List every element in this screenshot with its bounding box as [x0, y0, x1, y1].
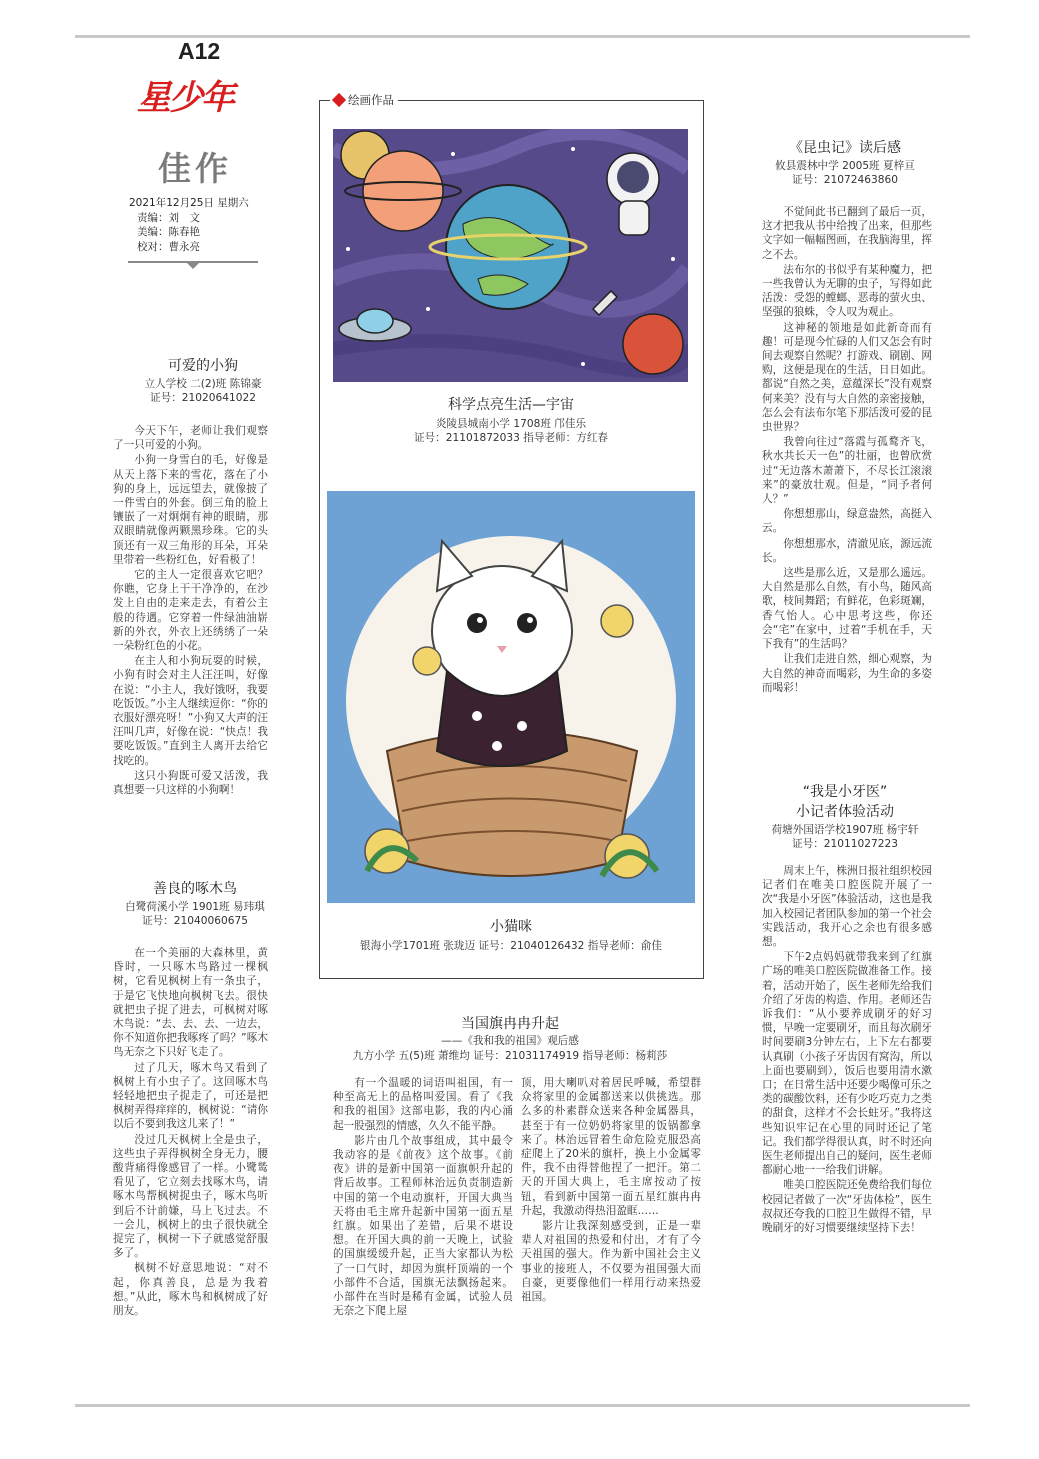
painting1-cert: 证号：21101872033 指导老师：方红春: [413, 432, 609, 444]
article-cert: 证号：21072463860: [792, 174, 898, 186]
painting-space-image: [333, 129, 688, 382]
article-byline: 九方小学 五(5)班 萧维均 证号：21031174919 指导老师：杨莉莎: [352, 1050, 668, 1062]
article-dog: [108, 355, 298, 405]
paragraph: 我曾向往过“落霞与孤鹜齐飞，秋水共长天一色”的壮丽，也曾欣赏过“无边落木萧萧下，不尽长江滚滚来”的豪放壮观。但是，“同予者何人？”: [762, 436, 932, 506]
editor: 责编：刘 文: [137, 211, 200, 224]
painting-space-svg: [333, 129, 688, 382]
painting1-title: 科学点亮生活—宇宙: [448, 397, 574, 413]
article-dentist: [745, 781, 945, 851]
paragraph: 顶，用大喇叭对着居民呼喊，希望群众将家里的金属都送来以供挑选。那么多的朴素群众送来各种金属器具，甚至于有一位奶奶将家里的饭锅都拿来了。林治远冒着生命危险克服恐高症爬上了20米的旗杆，换上小金属零件，我不由得替他捏了一把汗。第二天的开国大典上，毛主席按动了按钮，看到新中国第一面五星红旗冉冉升起，我激动得热泪盈眶……: [521, 1077, 701, 1217]
painting1-caption: [320, 394, 702, 445]
paragraph: 让我们走进自然，细心观察，为大自然的神奇而喝彩，为生命的多姿而喝彩！: [762, 653, 932, 694]
brand-logo: [137, 70, 233, 119]
article-cert: 证号：21040060675: [142, 915, 248, 927]
paragraph: 不觉间此书已翻到了最后一页，这才把我从书中给拽了出来，但那些文字如一幅幅图画，在我脑海里，挥之不去。: [762, 206, 932, 261]
painting-cat-svg: [327, 491, 695, 903]
art-editor: 美编：陈春艳: [137, 226, 200, 238]
paragraph: 在一个美丽的大森林里，黄昏时，一只啄木鸟路过一棵枫树，它看见枫树上有一条虫子，于是它飞快地向枫树飞去。很快就把虫子捉了进去，可枫树对啄木鸟说：“去、去、去、一边去，你不知道你把我啄疼了吗？”啄木鸟无奈之下只好飞走了。: [113, 947, 268, 1059]
paragraph: 它的主人一定很喜欢它吧？你瞧，它身上干干净净的，在沙发上自由的走来走去，有着公主般的待遇。它穿着一件绿油油崭新的外衣，外衣上还绣绣了一朵一朵粉红色的小花。: [113, 569, 268, 653]
bottom-rule: [75, 1404, 970, 1407]
paragraph: 今天下午，老师让我们观察了一只可爱的小狗。: [113, 425, 268, 452]
article-title: 当国旗冉冉升起: [461, 1016, 559, 1032]
proofreader: 校对：曹永亮: [137, 240, 200, 253]
article-cert: 证号：21011027223: [792, 838, 898, 850]
paragraph: 没过几天枫树上全是虫子，这些虫子弄得枫树全身无力，腰酸背痛得像感冒了一样。小鹭鸶看见了，它立刻去找啄木鸟，请啄木鸟帮枫树捉虫子，啄木鸟听到后不计前嫌，马上飞过去。不一会儿，枫树上的虫子很快就全捉完了，枫树一下子就感觉舒服多了。: [113, 1133, 268, 1260]
paragraph: 这只小狗既可爱又活泼，我真想要一只这样的小狗啊！: [113, 769, 268, 797]
paragraph: 影片让我深刻感受到，正是一辈辈人对祖国的热爱和付出，才有了今天祖国的强大。作为新中国社会主义事业的接班人，不仅要为祖国强大而自豪，更要像他们一样用行动来热爱祖国。: [521, 1220, 701, 1304]
painting2-author: 银海小学1701班 张珑迈 证号：21040126432 指导老师：俞佳: [360, 940, 662, 952]
article-flag-header: [319, 1013, 701, 1063]
article-insect-body: [762, 205, 932, 696]
paragraph: 小狗一身雪白的毛，好像是从天上落下来的雪花，落在了小狗的身上，远远望去，就像披了一件雪白的外套。倒三角的脸上镶嵌了一对炯炯有神的眼睛，那双眼睛就像两颗黑珍珠。它的头顶还有一双三角形的耳朵，耳朵里带着一些粉红色，好看极了！: [113, 454, 268, 566]
paragraph: 这些是那么近，又是那么遥远。大自然是那么自然，有小鸟，随风高歌，枝间舞蹈；有鲜花，色彩斑斓，香气怡人。心中思考这些，你还会“宅”在家中，过着“手机在手，天下我有”的生活吗？: [762, 567, 932, 651]
paragraph: 在主人和小狗玩耍的时候，小狗有时会对主人汪汪叫，好像在说：“小主人，我好饿呀，我要吃饭饭。”小主人继续逗你：“你的衣服好漂亮呀！”小狗又大声的汪汪叫几声，好像在说：“快点！我要吃饭饭。”直到主人离开去给它找吃的。: [113, 655, 268, 767]
brand-logo-text: 星少年: [137, 78, 233, 118]
article-dog-body: [113, 424, 268, 798]
page-number: A12: [178, 38, 221, 64]
paragraph: 你想想那水，清澈见底，源远流长。: [762, 537, 932, 564]
masthead-divider-arrow: [185, 261, 201, 269]
paragraph: 过了几天，啄木鸟又看到了枫树上有小虫子了。这回啄木鸟轻轻地把虫子捉走了，可还是把枫树弄得痒痒的，枫树说：“请你以后不要到我这儿来了！”: [113, 1061, 268, 1131]
article-author: 立人学校 二(2)班 陈锦豪: [144, 378, 262, 390]
article-title-line2: 小记者体验活动: [796, 804, 894, 820]
painting1-author: 炎陵县城南小学 1708班 邝佳乐: [435, 418, 587, 430]
article-author: 荷塘外国语学校1907班 杨宇轩: [771, 824, 919, 836]
article-flag-col2: [521, 1076, 701, 1305]
paragraph: 周末上午，株洲日报社组织校园记者们在唯美口腔医院开展了一次“我是小牙医”体验活动，这也是我加入校园记者团队参加的第一个社会实践活动，我开心之余也有很多感想。: [762, 865, 932, 949]
article-subtitle: ——《我和我的祖国》观后感: [441, 1035, 579, 1047]
paragraph: 下午2点妈妈就带我来到了红旗广场的唯美口腔医院做准备工作。接着，活动开始了，医生老师先给我们介绍了牙齿的构造、作用。老师还告诉我们：“从小要养成刷牙的好习惯，早晚一定要刷牙，而且每次刷牙时间要刷3分钟左右，上下左右都要认真刷（小孩子牙齿因有窝沟，所以上面也要刷到），饭后也要用清水漱口；在日常生活中还要少喝像可乐之类的碳酸饮料，还有少吃巧克力之类的甜食，这样才不会长蛀牙。”我将这些知识牢记在心里的同时还记了笔记。我们都学得很认真，时不时还向医生老师提出自己的疑问，医生老师都耐心地一一给我们讲解。: [762, 951, 932, 1177]
article-bird: [95, 878, 295, 928]
paragraph: 这神秘的领地是如此新奇而有趣！可是现今忙碌的人们又怎会有时间去观察自然呢？打游戏、刷剧、网购，这便是现在的生活，日日如此。都说“自然之美，意蕴深长”没有观察何来美？没有与大自然的亲密接触，怎么会有法布尔笔下那活泼可爱的昆虫世界？: [762, 321, 932, 434]
article-title: 可爱的小狗: [168, 358, 238, 374]
article-dentist-body: [762, 864, 932, 1236]
article-title: “我是小牙医”: [802, 784, 888, 800]
painting-cat-image: [327, 491, 695, 903]
paragraph: 唯美口腔医院还免费给我们每位校园记者做了一次“牙齿体检”，医生叔叔还夸我的口腔卫生做得不错，早晚刷牙的好习惯要继续坚持下去！: [762, 1179, 932, 1235]
paragraph: 有一个温暖的词语叫祖国，有一种至高无上的品格叫爱国。看了《我和我的祖国》这部电影，我的内心涌起一股强烈的情感，久久不能平静。: [333, 1077, 513, 1132]
issue-date: 2021年12月25日 星期六: [129, 197, 249, 209]
painting2-title: 小猫咪: [490, 919, 532, 935]
painting2-caption: [320, 916, 702, 953]
article-title: 《昆虫记》读后感: [789, 140, 901, 156]
article-title: 善良的啄木鸟: [153, 881, 237, 897]
article-author: 白鹭荷溪小学 1901班 易玮琪: [125, 901, 265, 913]
article-flag-col1: [333, 1076, 513, 1319]
article-cert: 证号：21020641022: [150, 392, 256, 404]
label-marker-icon: [332, 93, 346, 107]
paragraph: 你想想那山，绿意盎然，高挺入云。: [762, 508, 932, 535]
masthead-meta: [129, 196, 259, 254]
paragraph: 枫树不好意思地说：“对不起，你真善良，总是为我着想。”从此，啄木鸟和枫树成了好朋友。: [113, 1262, 268, 1318]
article-insect: [745, 137, 945, 187]
article-author: 攸县震林中学 2005班 夏梓亘: [775, 160, 915, 172]
paragraph: 影片由几个故事组成，其中最令我动容的是《前夜》这个故事。《前夜》讲的是新中国第一面旗帜升起的背后故事。工程师林治远负责制造新中国的第一个电动旗杆，开国大典当天将由毛主席升起新中国第一面五星红旗。如果出了差错，后果不堪设想。在开国大典的前一天晚上，试验的国旗缓缓升起，正当大家都认为松了一口气时，却因为旗杆顶端的一个小部件不合适，国旗无法飘扬起来。小部件在当时是稀有金属，试验人员无奈之下爬上屋: [333, 1134, 513, 1318]
painting-label-text: 绘画作品: [348, 93, 394, 107]
section-title: 佳作: [158, 149, 232, 188]
painting-label: [330, 92, 398, 108]
paragraph: 法布尔的书似乎有某种魔力，把一些我曾认为无聊的虫子，写得如此活泼：受怨的螳螂、恶毒的萤火虫、坚强的狼蛛，令人叹为观止。: [762, 263, 932, 319]
article-bird-body: [113, 946, 268, 1319]
